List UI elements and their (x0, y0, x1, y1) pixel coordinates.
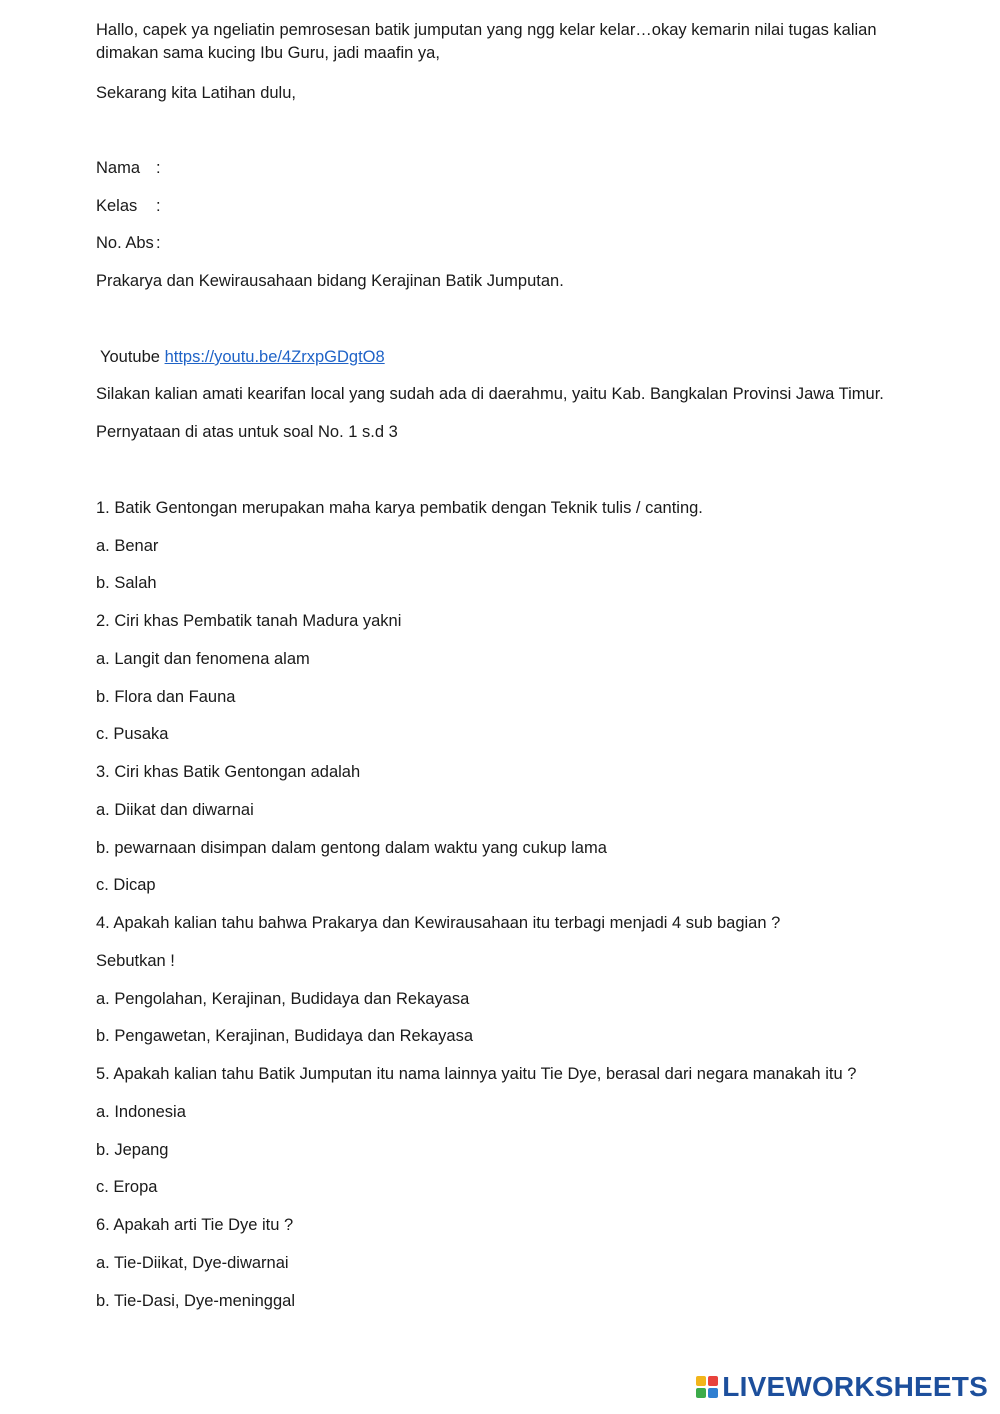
option-5c: c. Eropa (96, 1178, 158, 1196)
youtube-link[interactable]: https://youtu.be/4ZrxpGDgtO8 (164, 348, 385, 366)
youtube-row (100, 346, 385, 369)
logo-square (708, 1376, 718, 1386)
option-4a: a. Pengolahan, Kerajinan, Budidaya dan Rekayasa (96, 990, 470, 1008)
option-3a: a. Diikat dan diwarnai (96, 801, 254, 819)
liveworksheets-logo-text: LIVEWORKSHEETS (722, 1371, 988, 1402)
option-6b: b. Tie-Dasi, Dye-meninggal (96, 1292, 295, 1310)
option-4b: b. Pengawetan, Kerajinan, Budidaya dan Rekayasa (96, 1027, 474, 1045)
youtube-label: Youtube (100, 348, 160, 366)
option-1a: a. Benar (96, 537, 159, 555)
statement-note: Pernyataan di atas untuk soal No. 1 s.d 3 (96, 423, 398, 441)
abs-field-row (96, 232, 161, 255)
option-3b: b. pewarnaan disimpan dalam gentong dalam waktu yang cukup lama (96, 839, 607, 857)
intro-greeting: Hallo, capek ya ngeliatin pemrosesan batik jumputan yang ngg kelar kelar…okay kemarin nilai tugas kalian dimakan sama kucing Ibu Guru, jadi maafin ya, (96, 21, 877, 62)
intro-practice: Sekarang kita Latihan dulu, (96, 84, 296, 102)
abs-colon: : (156, 234, 161, 252)
option-1b: b. Salah (96, 574, 157, 592)
subject-title: Prakarya dan Kewirausahaan bidang Kerajinan Batik Jumputan. (96, 272, 564, 290)
option-6a: a. Tie-Diikat, Dye-diwarnai (96, 1254, 289, 1272)
abs-label: No. Abs (96, 234, 154, 252)
logo-square (696, 1388, 706, 1398)
logo-square (708, 1388, 718, 1398)
question-6: 6. Apakah arti Tie Dye itu ? (96, 1216, 294, 1234)
question-1: 1. Batik Gentongan merupakan maha karya pembatik dengan Teknik tulis / canting. (96, 499, 703, 517)
option-5a: a. Indonesia (96, 1103, 186, 1121)
option-5b: b. Jepang (96, 1141, 169, 1159)
nama-field-row (96, 157, 161, 180)
kelas-label: Kelas (96, 197, 138, 215)
question-2: 2. Ciri khas Pembatik tanah Madura yakni (96, 612, 402, 630)
option-2c: c. Pusaka (96, 725, 169, 743)
liveworksheets-logo (696, 1370, 988, 1404)
option-2a: a. Langit dan fenomena alam (96, 650, 310, 668)
question-4-prompt: Sebutkan ! (96, 952, 175, 970)
liveworksheets-logo-icon (696, 1376, 718, 1398)
nama-label: Nama (96, 159, 141, 177)
question-3: 3. Ciri khas Batik Gentongan adalah (96, 763, 361, 781)
logo-square (696, 1376, 706, 1386)
question-4: 4. Apakah kalian tahu bahwa Prakarya dan Kewirausahaan itu terbagi menjadi 4 sub bagian ? (96, 914, 781, 932)
kelas-colon: : (156, 197, 161, 215)
observe-instruction: Silakan kalian amati kearifan local yang sudah ada di daerahmu, yaitu Kab. Bangkalan Provinsi Jawa Timur. (96, 385, 884, 403)
nama-colon: : (156, 159, 161, 177)
option-2b: b. Flora dan Fauna (96, 688, 236, 706)
option-3c: c. Dicap (96, 876, 156, 894)
kelas-field-row (96, 195, 161, 218)
question-5: 5. Apakah kalian tahu Batik Jumputan itu nama lainnya yaitu Tie Dye, berasal dari negara manakah itu ? (96, 1065, 857, 1083)
